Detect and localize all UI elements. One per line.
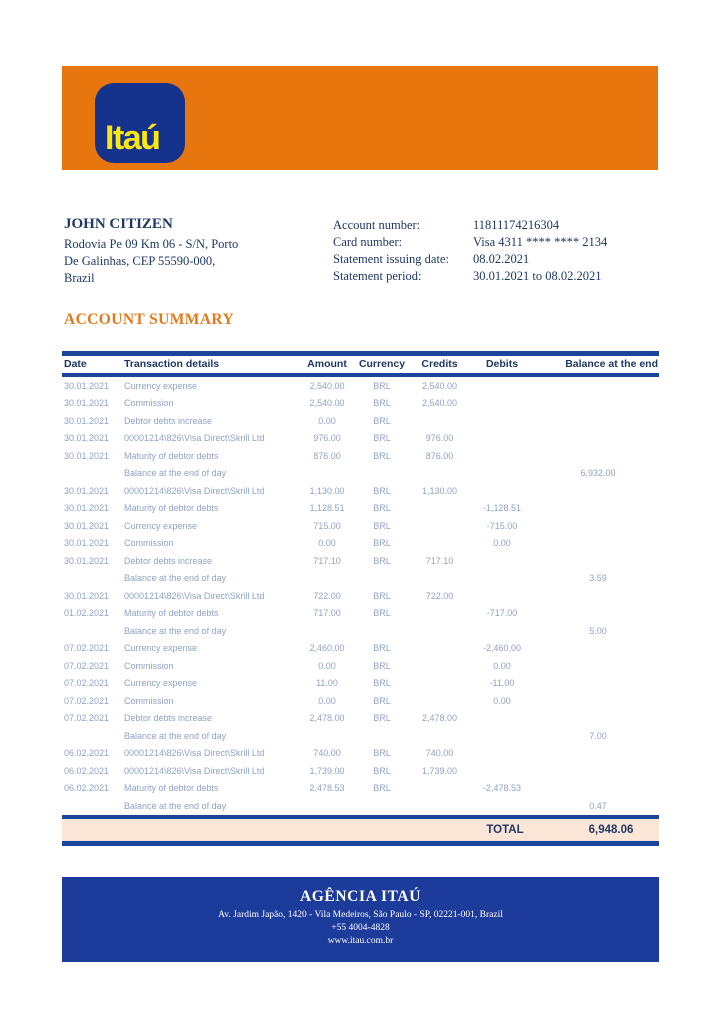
footer-address: Av. Jardim Japão, 1420 - Vila Medeiros, São Paulo - SP, 02221-001, Brazil: [218, 910, 503, 920]
cell-amount: 740.00: [313, 748, 341, 759]
cell-currency: BRL: [373, 450, 391, 461]
cell-currency: BRL: [373, 678, 391, 689]
cell-credits: 2,478.00: [421, 713, 458, 724]
total-row: [62, 817, 659, 844]
cell-date: 30.01.2021: [64, 415, 110, 426]
cell-currency: BRL: [373, 538, 391, 549]
table-row: [62, 482, 659, 500]
cell-balance: [537, 640, 659, 658]
column-header-credits: Credits: [421, 358, 458, 370]
account-number-label: Account number:: [333, 218, 421, 232]
cell-date: 30.01.2021: [64, 520, 110, 531]
total-label: TOTAL: [486, 823, 524, 836]
table-row: [62, 640, 659, 658]
cell-details: Balance at the end of day: [124, 800, 227, 811]
transactions-body: [62, 375, 659, 817]
table-row: [62, 430, 659, 448]
customer-name: JOHN CITIZEN: [64, 216, 173, 232]
cell-currency: [352, 465, 412, 483]
cell-currency: BRL: [373, 713, 391, 724]
customer-address-line: De Galinhas, CEP 55590-000,: [64, 254, 216, 268]
cell-balance: [537, 780, 659, 798]
cell-details: Debtor debts increase: [124, 415, 213, 426]
cell-debits: 0.00: [493, 660, 511, 671]
cell-credits: 1,130.00: [421, 485, 458, 496]
cell-date: 30.01.2021: [64, 450, 110, 461]
cell-details: Maturity of debtor debts: [124, 783, 219, 794]
cell-credits: [412, 412, 467, 430]
cell-credits: 1,739.00: [421, 765, 458, 776]
table-row: [62, 657, 659, 675]
cell-currency: BRL: [373, 783, 391, 794]
cell-details: Balance at the end of day: [124, 573, 227, 584]
cell-balance: [537, 692, 659, 710]
cell-details: Maturity of debtor debts: [124, 450, 219, 461]
cell-details: Commission: [124, 398, 174, 409]
cell-balance: [537, 395, 659, 413]
cell-balance: 7.00: [589, 730, 607, 741]
cell-amount: 2,540.00: [309, 398, 345, 409]
cell-amount: 876.00: [313, 450, 341, 461]
cell-date: 07.02.2021: [64, 643, 110, 654]
cell-currency: BRL: [373, 748, 391, 759]
cell-debits: [467, 745, 537, 763]
cell-debits: [467, 412, 537, 430]
table-row: [62, 675, 659, 693]
cell-date: [62, 465, 124, 483]
cell-balance: [537, 605, 659, 623]
cell-currency: BRL: [373, 520, 391, 531]
cell-date: 07.02.2021: [64, 678, 110, 689]
table-row: [62, 552, 659, 570]
cell-credits: [412, 675, 467, 693]
cell-amount: 2,540.00: [309, 380, 345, 391]
account-info-block: [333, 217, 607, 285]
cell-credits: [412, 640, 467, 658]
cell-credits: [412, 605, 467, 623]
cell-details: Currency expense: [124, 643, 198, 654]
table-row: [62, 605, 659, 623]
cell-debits: [467, 447, 537, 465]
cell-debits: [467, 570, 537, 588]
column-header-currency: Currency: [358, 358, 406, 370]
cell-credits: [412, 797, 467, 817]
footer: [62, 877, 659, 962]
cell-date: 30.01.2021: [64, 590, 110, 601]
cell-date: 30.01.2021: [64, 555, 110, 566]
cell-balance: [537, 657, 659, 675]
account-info-row: [333, 268, 607, 285]
column-header-balance-at-the-end: Balance at the end: [565, 358, 658, 370]
cell-credits: [412, 500, 467, 518]
cell-amount: 0.00: [318, 695, 336, 706]
cell-amount: 1,130.00: [309, 485, 345, 496]
cell-currency: BRL: [373, 643, 391, 654]
cell-details: Commission: [124, 695, 174, 706]
cell-currency: BRL: [373, 695, 391, 706]
cell-debits: [467, 465, 537, 483]
cell-amount: 976.00: [313, 433, 341, 444]
card-number-value: Visa 4311 **** **** 2134: [473, 235, 608, 249]
cell-date: 30.01.2021: [64, 380, 110, 391]
cell-balance: [537, 745, 659, 763]
column-header-date: Date: [64, 358, 87, 370]
cell-date: [62, 570, 124, 588]
cell-details: Currency expense: [124, 678, 198, 689]
cell-debits: [467, 430, 537, 448]
table-row: [62, 727, 659, 745]
cell-currency: BRL: [373, 415, 391, 426]
cell-debits: -715.00: [486, 520, 518, 531]
cell-debits: [467, 587, 537, 605]
cell-details: Balance at the end of day: [124, 625, 227, 636]
column-header-debits: Debits: [485, 358, 519, 370]
itau-logo: [95, 83, 185, 163]
customer-address-line: Brazil: [64, 271, 95, 285]
account-summary-title: ACCOUNT SUMMARY: [64, 311, 235, 328]
cell-credits: [412, 692, 467, 710]
card-number-label: Card number:: [333, 235, 403, 249]
cell-date: 30.01.2021: [64, 433, 110, 444]
statement-period-value: 30.01.2021 to 08.02.2021: [473, 269, 602, 283]
cell-debits: -11.00: [489, 678, 515, 689]
cell-date: 30.01.2021: [64, 485, 110, 496]
table-row: [62, 465, 659, 483]
cell-credits: [412, 535, 467, 553]
cell-amount: [302, 797, 352, 817]
table-row: [62, 375, 659, 395]
cell-balance: [537, 517, 659, 535]
table-row: [62, 395, 659, 413]
cell-currency: BRL: [373, 765, 391, 776]
cell-currency: BRL: [373, 433, 391, 444]
cell-details: Currency expense: [124, 380, 198, 391]
cell-currency: [352, 727, 412, 745]
total-value: 6,948.06: [588, 823, 634, 836]
cell-balance: [537, 762, 659, 780]
cell-debits: [467, 762, 537, 780]
cell-amount: 0.00: [318, 660, 336, 671]
cell-credits: [412, 517, 467, 535]
cell-currency: [352, 570, 412, 588]
cell-debits: [467, 482, 537, 500]
cell-credits: [412, 622, 467, 640]
cell-currency: BRL: [373, 555, 391, 566]
cell-details: Debtor debts increase: [124, 713, 213, 724]
cell-balance: 0.47: [589, 800, 607, 811]
cell-details: 00001214\826\Visa Direct\Skrill Ltd: [124, 590, 265, 601]
cell-details: Maturity of debtor debts: [124, 608, 219, 619]
cell-date: 06.02.2021: [64, 783, 110, 794]
cell-balance: 5.00: [589, 625, 607, 636]
cell-amount: 722.00: [313, 590, 341, 601]
cell-currency: BRL: [373, 608, 391, 619]
cell-debits: [467, 395, 537, 413]
table-row: [62, 517, 659, 535]
cell-date: [62, 797, 124, 817]
cell-amount: 11.00: [316, 678, 338, 689]
cell-details: 00001214\826\Visa Direct\Skrill Ltd: [124, 433, 265, 444]
cell-date: 30.01.2021: [64, 398, 110, 409]
cell-credits: [412, 727, 467, 745]
cell-currency: BRL: [373, 590, 391, 601]
table-row: [62, 535, 659, 553]
table-row: [62, 500, 659, 518]
cell-amount: 1,128.51: [309, 503, 345, 514]
cell-date: 30.01.2021: [64, 538, 110, 549]
cell-balance: [537, 535, 659, 553]
cell-debits: [467, 797, 537, 817]
itau-logo-text: Itaú: [105, 119, 160, 157]
cell-balance: [537, 447, 659, 465]
cell-debits: 0.00: [493, 538, 511, 549]
cell-details: Currency expense: [124, 520, 198, 531]
cell-currency: [352, 622, 412, 640]
cell-debits: [467, 375, 537, 395]
cell-date: 30.01.2021: [64, 503, 110, 514]
header-row: [62, 354, 659, 376]
cell-debits: -717.00: [486, 608, 518, 619]
cell-amount: 717.00: [313, 608, 341, 619]
cell-debits: [467, 727, 537, 745]
cell-currency: BRL: [373, 485, 391, 496]
cell-debits: -1,128.51: [482, 503, 522, 514]
cell-currency: BRL: [373, 660, 391, 671]
table-row: [62, 762, 659, 780]
cell-date: 06.02.2021: [64, 748, 110, 759]
cell-debits: -2,460.00: [482, 643, 522, 654]
cell-amount: [302, 622, 352, 640]
cell-details: 00001214\826\Visa Direct\Skrill Ltd: [124, 748, 265, 759]
cell-credits: [412, 657, 467, 675]
table-row: [62, 570, 659, 588]
cell-date: 07.02.2021: [64, 713, 110, 724]
cell-amount: [302, 727, 352, 745]
total-spacer: [62, 817, 467, 844]
account-number-value: 11811174216304: [473, 218, 560, 232]
cell-details: 00001214\826\Visa Direct\Skrill Ltd: [124, 485, 265, 496]
cell-balance: 3.59: [589, 573, 607, 584]
cell-credits: [412, 780, 467, 798]
cell-debits: [467, 552, 537, 570]
table-row: [62, 780, 659, 798]
cell-amount: 0.00: [318, 415, 336, 426]
cell-amount: 715.00: [313, 520, 341, 531]
cell-currency: BRL: [373, 380, 391, 391]
cell-credits: 717.10: [425, 555, 454, 566]
cell-balance: [537, 412, 659, 430]
cell-date: 07.02.2021: [64, 695, 110, 706]
account-info-row: [333, 234, 607, 251]
cell-debits: [467, 710, 537, 728]
cell-currency: BRL: [373, 503, 391, 514]
cell-date: [62, 727, 124, 745]
cell-amount: 1,739.00: [309, 765, 345, 776]
table-row: [62, 692, 659, 710]
table-row: [62, 412, 659, 430]
cell-debits: 0.00: [493, 695, 511, 706]
cell-amount: 717.10: [313, 555, 341, 566]
account-info-row: [333, 251, 607, 268]
cell-credits: 2,540.00: [421, 398, 458, 409]
footer-website: www.itau.com.br: [327, 936, 394, 946]
cell-details: Balance at the end of day: [124, 468, 227, 479]
cell-credits: 740.00: [425, 748, 454, 759]
statement-issuing-date-label: Statement issuing date:: [333, 252, 449, 266]
table-row: [62, 710, 659, 728]
transactions-table: [62, 351, 659, 846]
cell-date: 06.02.2021: [64, 765, 110, 776]
cell-credits: [412, 570, 467, 588]
cell-credits: 2,540.00: [421, 380, 458, 391]
table-row: [62, 447, 659, 465]
cell-amount: 0.00: [318, 538, 336, 549]
cell-date: [62, 622, 124, 640]
table-row: [62, 587, 659, 605]
cell-credits: 722.00: [425, 590, 454, 601]
cell-details: Balance at the end of day: [124, 730, 227, 741]
cell-credits: 976.00: [425, 433, 454, 444]
cell-date: 01.02.2021: [64, 608, 110, 619]
cell-currency: [352, 797, 412, 817]
column-header-amount: Amount: [307, 358, 347, 370]
customer-address-line: Rodovia Pe 09 Km 06 - S/N, Porto: [64, 237, 239, 251]
cell-details: Commission: [124, 660, 174, 671]
cell-amount: 2,478.00: [309, 713, 345, 724]
agency-name: AGÊNCIA ITAÚ: [299, 888, 422, 905]
cell-balance: [537, 430, 659, 448]
cell-currency: BRL: [373, 398, 391, 409]
footer-phone: +55 4004-4828: [331, 923, 390, 933]
column-header-transaction-details: Transaction details: [124, 358, 220, 370]
customer-block: [64, 215, 238, 287]
cell-details: 00001214\826\Visa Direct\Skrill Ltd: [124, 765, 265, 776]
cell-amount: [302, 465, 352, 483]
cell-details: Debtor debts increase: [124, 555, 213, 566]
cell-balance: [537, 675, 659, 693]
cell-date: 07.02.2021: [64, 660, 110, 671]
cell-debits: [467, 622, 537, 640]
cell-balance: [537, 552, 659, 570]
cell-amount: [302, 570, 352, 588]
account-info-row: [333, 217, 607, 234]
cell-credits: 876.00: [425, 450, 454, 461]
cell-details: Maturity of debtor debts: [124, 503, 219, 514]
cell-debits: -2,478.53: [482, 783, 522, 794]
cell-balance: [537, 375, 659, 395]
cell-balance: [537, 500, 659, 518]
cell-balance: 6,932.00: [580, 468, 616, 479]
cell-amount: 2,460.00: [309, 643, 345, 654]
cell-balance: [537, 587, 659, 605]
table-row: [62, 797, 659, 817]
cell-balance: [537, 710, 659, 728]
header-band: [62, 66, 658, 170]
statement-period-label: Statement period:: [333, 269, 422, 283]
table-row: [62, 745, 659, 763]
table-row: [62, 622, 659, 640]
cell-balance: [537, 482, 659, 500]
cell-details: Commission: [124, 538, 174, 549]
cell-amount: 2,478.53: [309, 783, 345, 794]
statement-issuing-date-value: 08.02.2021: [473, 252, 530, 266]
cell-credits: [412, 465, 467, 483]
